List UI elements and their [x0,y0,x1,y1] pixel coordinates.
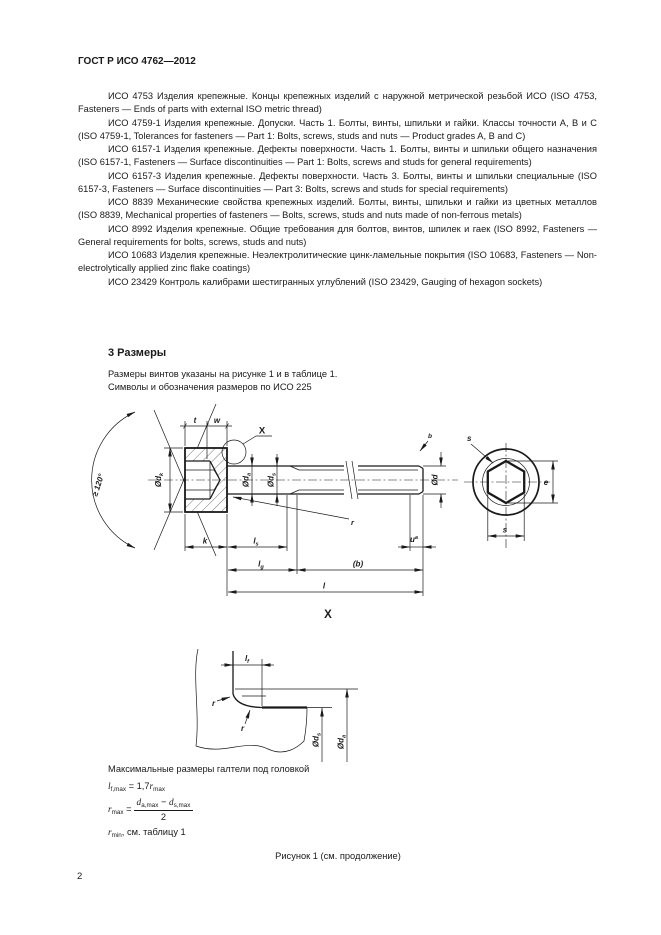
figure-1-drawing [0,396,661,770]
dim-dk-label: $Ød_k$ [154,472,165,488]
end-note-label: b [428,433,432,440]
detail-view-title: X [324,609,332,621]
reference-item: ИСО 6157-3 Изделия крепежные. Дефекты поверхности. Часть 3. Болты, винты и шпильки специальные (ISO 6157-3, Fasteners — Surface discontinuities — Part 3: Bolts, screws and studs for special requirements) [78,170,597,194]
dim-u-label: $u^a$ [409,535,419,544]
formula-r-min: $r_{min}$, см. таблицу 1 [108,827,186,839]
detail-dim-ds-label: $Ød_s$ [311,732,323,748]
dim-da-label: $Ød_a$ [241,472,253,488]
section-heading: 3 Размеры [108,347,167,359]
dim-k-label: k [202,536,208,546]
dim-ls-label: $l_s$ [253,536,259,548]
page-header: ГОСТ Р ИСО 4762—2012 [78,56,196,67]
dim-w-label: w [213,416,221,425]
reference-item: ИСО 4753 Изделия крепежные. Концы крепежных изделий с наружной метрической резьбой ИСО (ISO 4753, Fasteners — Ends of parts with external ISO metric thread) [78,91,597,115]
reference-item: ИСО 23429 Контроль калибрами шестигранных углублений (ISO 23429, Gauging of hexagon sockets) [108,276,543,287]
dim-lf-label: $l_f$ [244,654,250,665]
reference-item: ИСО 4759-1 Изделия крепежные. Допуски. Часть 1. Болты, винты, шпильки и гайки. Классы точности А, В и С (ISO 4759-1, Tolerances for fasteners — Part 1: Bolts, screws, studs and nuts — Product grades A, B and C) [78,117,597,141]
fraction: $\frac{d_{a,max} - d_{s,max}}{2}$ [134,797,194,822]
dim-r2-label: r [241,724,245,733]
formula-r-max: $r_{max}$ = $\frac{d_{a,max} - d_{s,max}}{2}$ [108,797,193,822]
intro-line-1: Размеры винтов указаны на рисунке 1 и в таблице 1. [108,369,338,379]
detail-dim-da-label: $Ød_a$ [336,734,348,750]
dim-d-label: Ød [430,474,440,486]
dim-b-label: (b) [352,559,364,569]
dim-e-label: e [543,478,549,487]
dim-t-label: t [193,416,197,425]
dim-ds-label: $Ød_s$ [266,472,278,488]
screw-end-view [464,434,558,548]
screw-side-view [90,404,458,596]
reference-item: ИСО 6157-1 Изделия крепежные. Дефекты поверхности. Часть 1. Болты, винты и шпильки общего назначения (ISO 6157-1, Fasteners — Surface discontinuities — Part 1: Bolts, screws and studs for general requirements) [78,144,597,168]
socket-s-leader-label: s [467,434,472,443]
dim-s-label: s [502,525,508,535]
dim-r1-label: r [212,699,216,708]
references-block [78,90,597,289]
dim-l-label: l [322,581,326,591]
intro-line-2: Символы и обозначения размеров по ИСО 225 [108,382,312,392]
detail-x-marker: X [258,425,266,437]
page-number: 2 [77,871,83,882]
reference-item: ИСО 8839 Механические свойства крепежных изделий. Болты, винты, шпильки и гайки из цветных металлов (ISO 8839, Mechanical properties of fasteners — Bolts, screws, studs and nuts made of non-ferrous metals) [78,197,597,221]
figure-caption: Рисунок 1 (см. продолжение) [275,851,401,861]
angle-label: ≥ 120° [90,472,107,498]
fillet-note-title: Максимальные размеры галтели под головкой [108,764,310,774]
formula-lf-max: $l_{f,max} = 1,7r_{max}$ [108,781,166,793]
reference-item: ИСО 10683 Изделия крепежные. Неэлектролитические цинк-ламельные покрытия (ISO 10683, Fasteners — Non-electrolytically applied zinc flake coatings) [78,250,597,274]
dim-lg-label: $l_g$ [258,559,264,571]
reference-item: ИСО 8992 Изделия крепежные. Общие требования для болтов, винтов, шпилек и гаек (ISO 8992, Fasteners — General requirements for bolts, screws, studs and nuts) [78,223,597,247]
dim-r-label: r [351,518,354,527]
detail-x-view [196,649,358,762]
